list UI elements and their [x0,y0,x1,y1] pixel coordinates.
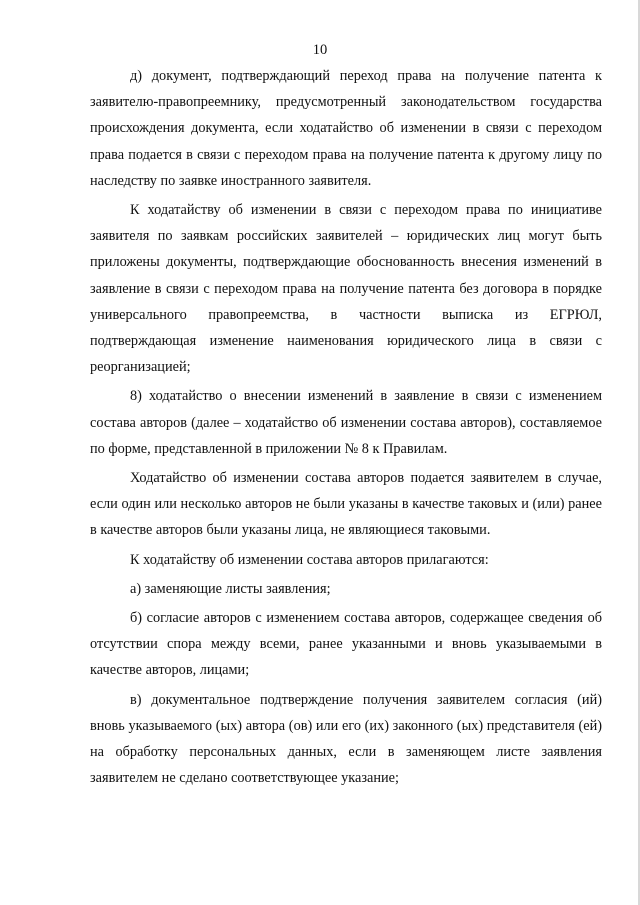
list-item-v: в) документальное подтверждение получения заявителем согласия (ий) вновь указываемого (ых) автора (ов) или его (их) законного (ых) представителя (ей) на обработку персональных данных, если в заменяющем листе заявления заявителем не сделано соответствующее указание; [90,691,602,787]
paragraph-8-petition: 8) ходатайство о внесении изменений в заявление в связи с изменением состава авторов (далее – ходатайство об изменении состава авторов), составляемое по форме, представленной в приложении № 8 к Правилам. [90,388,602,457]
list-item-a: а) заменяющие листы заявления; [130,580,331,597]
page-number: 10 [312,42,328,58]
page-body [90,63,602,794]
paragraph-attachments-intro: К ходатайству об изменении состава авторов прилагаются: [130,551,489,568]
paragraph-petition-filed: Ходатайство об изменении состава авторов подается заявителем в случае, если один или несколько авторов не были указаны в качестве таковых и (или) ранее в качестве авторов были указаны лица, не являющиеся таковыми. [90,470,602,539]
list-item-b: б) согласие авторов с изменением состава авторов, содержащее сведения об отсутствии спора между всеми, ранее указанными и вновь указываемыми в качестве авторов, лицами; [90,610,602,679]
paragraph-d-document: д) документ, подтверждающий переход права на получение патента к заявителю-правопреемнику, предусмотренный законодательством государства происхождения документа, если ходатайство об изменении в связи с переходом права подается в связи с переходом права на получение патента к другому лицу по наследству по заявке иностранного заявителя. [90,68,602,189]
paragraph-russian-applicants: К ходатайству об изменении в связи с переходом права по инициативе заявителя по заявкам российских заявителей – юридических лиц могут быть приложены документы, подтверждающие обоснованность внесения изменений в заявление в связи с переходом права на получение патента без договора в порядке универсального правопреемства, в частности выписка из ЕГРЮЛ, подтверждающая изменение наименования юридического лица в связи с реорганизацией; [90,202,602,376]
